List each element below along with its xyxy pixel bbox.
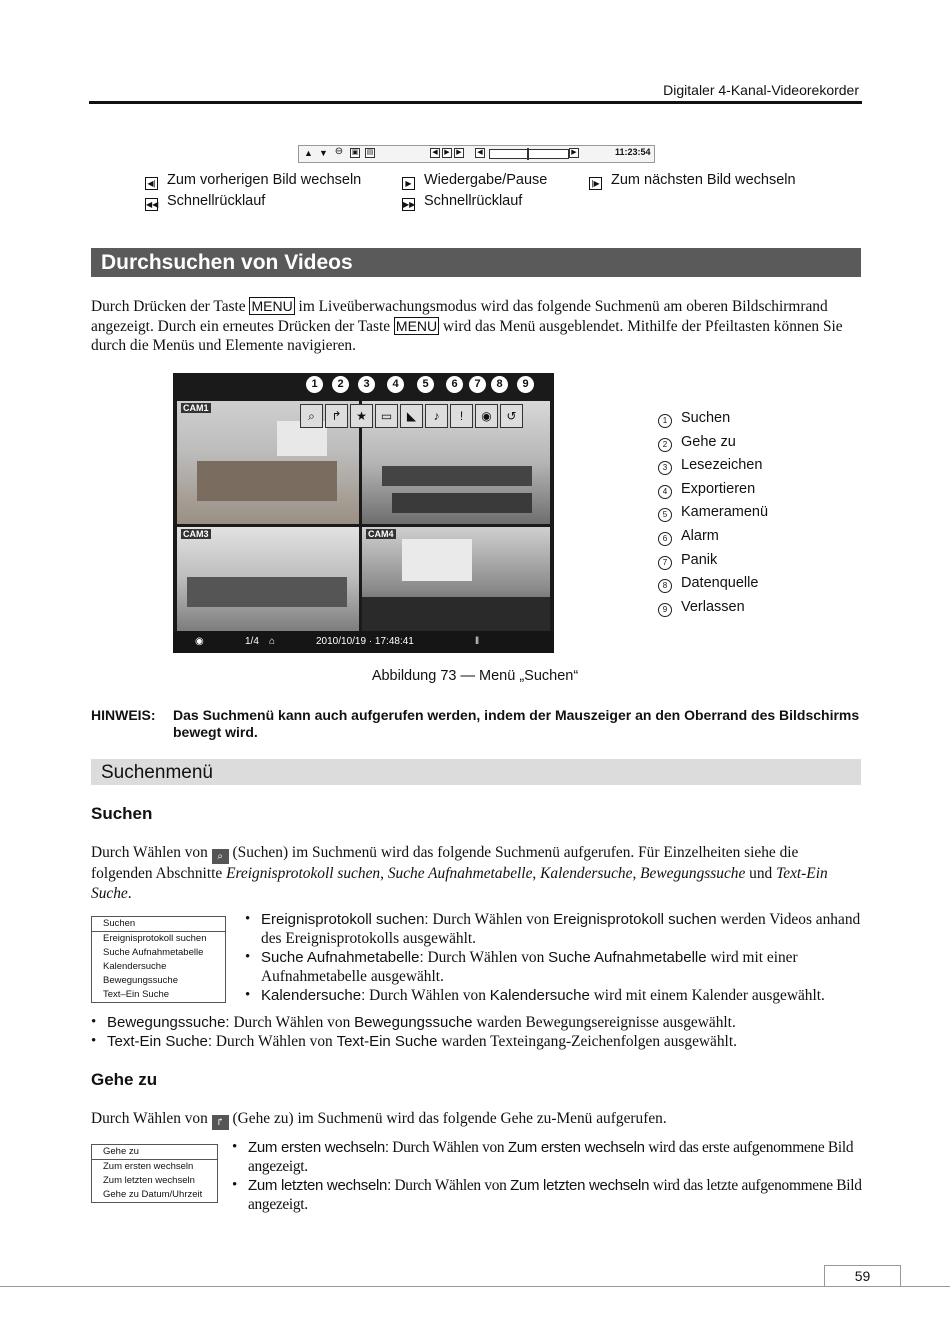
callout-number: 7: [469, 376, 486, 393]
list-item: 7 Panik: [658, 549, 858, 573]
list-item: • Bewegungssuche: Durch Wählen von Bewegungssuche warden Bewegungsereignisse ausgewählt.: [91, 1014, 736, 1031]
camera-label: CAM4: [368, 529, 394, 539]
suchen-intro-paragraph: Durch Wählen von ⌕ (Suchen) im Suchmenü wird das folgende Suchmenü aufgerufen. Für Einzelheiten siehe die folgenden Abschnitte Ereignisprotokoll suchen, Suche Aufnahmetabelle, Kalendersuche, Bewegungssuche und Text-Ein Suche.: [91, 844, 828, 902]
search-menu-toolbar: [300, 404, 523, 430]
record-icon: ⌂: [269, 636, 276, 647]
list-item: 2 Gehe zu: [658, 431, 858, 455]
submenu-item[interactable]: Zum letzten wechseln: [103, 1175, 195, 1186]
submenu-item[interactable]: Zum ersten wechseln: [103, 1161, 194, 1172]
playback-progress-slider: [489, 149, 569, 159]
legend-play: ▶ Wiedergabe/Pause: [402, 170, 547, 190]
section-title: Durchsuchen von Videos: [91, 248, 861, 277]
list-item: 4 Exportieren: [658, 478, 858, 502]
bookmark-star-icon[interactable]: ★: [350, 404, 373, 428]
suchen-bullet-list: [245, 910, 863, 1005]
legend-step-back: ◀| Zum vorherigen Bild wechseln: [145, 170, 361, 190]
list-item: • Zum letzten wechseln: Durch Wählen von Zum letzten wechseln wird das letzte aufgenommene Bild angezeigt.: [232, 1177, 862, 1213]
step-back-icon: ◀|: [145, 177, 158, 190]
submenu-item[interactable]: Kalendersuche: [103, 961, 167, 972]
submenu-title: Gehe zu: [92, 1145, 217, 1160]
rewind-icon: ◀◀: [146, 200, 159, 209]
capture-icon: ▣: [351, 149, 359, 156]
callout-number: 8: [491, 376, 508, 393]
callout-number: 9: [517, 376, 534, 393]
zoom-icon: ⊖: [334, 146, 344, 157]
legend-step-forward: |▶ Zum nächsten Bild wechseln: [589, 170, 796, 190]
callout-number: 2: [332, 376, 349, 393]
list-item: • Suche Aufnahmetabelle: Durch Wählen von Suche Aufnahmetabelle wird mit einer Aufnahmetabelle ausgewählt.: [245, 949, 798, 985]
submenu-item[interactable]: Text–Ein Suche: [103, 989, 170, 1000]
gehezu-bullet-list: [232, 1138, 862, 1214]
menu-key: MENU: [395, 317, 438, 334]
step-forward-icon: |▶: [589, 177, 602, 190]
list-item: 5 Kameramenü: [658, 501, 858, 525]
export-icon[interactable]: ▭: [375, 404, 398, 428]
callout-number: 4: [387, 376, 404, 393]
list-item: 1 Suchen: [658, 407, 858, 431]
heading-gehe-zu: Gehe zu: [91, 1070, 158, 1089]
search-icon: ⌕: [212, 849, 229, 864]
screen-status-bar: [173, 631, 554, 653]
subsection-title: Suchenmenü: [91, 759, 861, 785]
legend-rewind: ◀◀ Schnellrücklauf: [146, 193, 266, 209]
dvr-search-screen: [173, 373, 554, 653]
list-item: 8 Datenquelle: [658, 572, 858, 596]
submenu-item[interactable]: Ereignisprotokoll suchen: [103, 933, 207, 944]
rewind-icon: ◀: [475, 148, 485, 158]
panic-icon[interactable]: !: [450, 404, 473, 428]
callout-number: 3: [358, 376, 375, 393]
toolbar-time: 11:23:54: [615, 147, 651, 157]
step-back-icon: ◀: [430, 148, 440, 158]
running-header-title: Digitaler 4-Kanal-Videorekorder: [663, 82, 859, 98]
submenu-item[interactable]: Gehe zu Datum/Uhrzeit: [103, 1189, 203, 1200]
eye-icon: ◉: [195, 636, 204, 647]
list-item: • Zum ersten wechseln: Durch Wählen von Zum ersten wechseln wird das erste aufgenommene Bild angezeigt.: [232, 1139, 854, 1175]
exit-icon[interactable]: ↺: [500, 404, 523, 428]
submenu-item[interactable]: Suche Aufnahmetabelle: [103, 947, 204, 958]
play-icon: ▶: [402, 177, 415, 190]
list-item: • Ereignisprotokoll suchen: Durch Wählen von Ereignisprotokoll suchen werden Videos anhand des Ereignisprotokolls ausgewählt.: [245, 911, 861, 947]
gehezu-intro-paragraph: Durch Wählen von ↱ (Gehe zu) im Suchmenü wird das folgende Gehe zu-Menü aufgerufen.: [91, 1110, 667, 1128]
submenu-item[interactable]: Bewegungssuche: [103, 975, 178, 986]
alarm-bell-icon[interactable]: ♪: [425, 404, 448, 428]
list-item: 9 Verlassen: [658, 596, 858, 620]
goto-icon[interactable]: ↱: [325, 404, 348, 428]
camera-label: CAM3: [183, 529, 209, 539]
footer-rule: [0, 1286, 950, 1287]
search-icon[interactable]: ⌕: [300, 404, 323, 428]
camera-view-4: [362, 527, 550, 631]
menu-key: MENU: [251, 298, 293, 314]
legend-fast-forward: ▶▶ Schnellrücklauf: [403, 193, 523, 209]
pause-icon: ‖: [475, 636, 480, 647]
camera-menu-icon[interactable]: ◣: [400, 404, 423, 428]
callout-number: 5: [417, 376, 434, 393]
note-label: HINWEIS:: [91, 707, 156, 723]
goto-icon: ↱: [212, 1115, 229, 1130]
camera-view-3: [177, 527, 359, 631]
list-item: 6 Alarm: [658, 525, 858, 549]
search-menu-legend: [658, 407, 858, 619]
gehezu-submenu: [91, 1144, 218, 1203]
camera-label: CAM1: [183, 403, 209, 413]
list-item: • Text-Ein Suche: Durch Wählen von Text-Ein Suche warden Texteingang-Zeichenfolgen ausgewählt.: [91, 1033, 737, 1050]
export-icon: ▤: [366, 149, 374, 156]
suchen-submenu: [91, 916, 226, 1003]
note-text: Das Suchmenü kann auch aufgerufen werden, indem der Mauszeiger an den Oberrand des Bildschirms bewegt wird.: [173, 707, 860, 740]
step-forward-icon: ▶: [454, 148, 464, 158]
data-source-icon[interactable]: ◉: [475, 404, 498, 428]
figure-caption: Abbildung 73 — Menü „Suchen“: [371, 668, 579, 684]
fast-forward-icon: ▶: [569, 148, 579, 158]
play-icon: ▶: [442, 148, 452, 158]
screen-datetime: 2010/10/19 · 17:48:41: [316, 636, 414, 647]
submenu-title: Suchen: [92, 917, 225, 932]
playback-toolbar: [298, 145, 655, 163]
arrow-up-icon: ▲: [304, 148, 313, 158]
callout-number: 6: [446, 376, 463, 393]
heading-suchen: Suchen: [91, 804, 153, 823]
section-intro-paragraph: Durch Drücken der Taste MENU im Liveüberwachungsmodus wird das folgende Suchmenü am oberen Bildschirmrand angezeigt. Durch ein erneutes Drücken der Taste MENU wird das Menü ausgeblendet. Mithilfe der Pfeiltasten können Sie durch die Menüs und Elemente navigieren.: [91, 298, 843, 354]
list-item: • Kalendersuche: Durch Wählen von Kalendersuche wird mit einem Kalender ausgewählt.: [245, 987, 825, 1004]
header-rule: [89, 101, 862, 104]
arrow-down-icon: ▼: [319, 148, 328, 158]
callout-number: 1: [306, 376, 323, 393]
fast-forward-icon: ▶▶: [403, 200, 416, 209]
page-indicator: 1/4: [245, 636, 259, 647]
list-item: 3 Lesezeichen: [658, 454, 858, 478]
page-number: 59: [824, 1265, 901, 1286]
suchen-bullet-list-2: [91, 1013, 863, 1051]
